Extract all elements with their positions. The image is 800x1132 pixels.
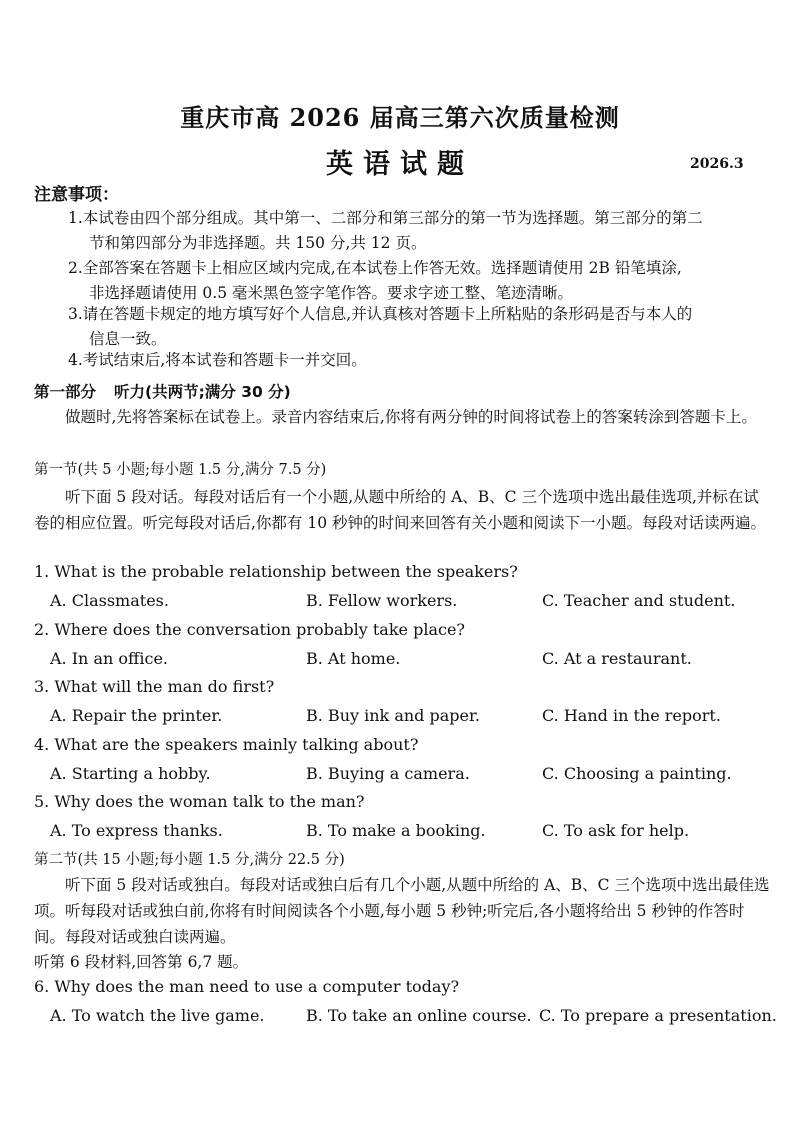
exam-title: 重庆市高 2026 届高三第六次质量检测 bbox=[180, 103, 620, 132]
notice-item-3 bbox=[68, 302, 774, 352]
section2-heading: 第二节(共 15 小题;每小题 1.5 分,满分 22.5 分) bbox=[34, 852, 345, 868]
option-c: C. Choosing a painting. bbox=[542, 764, 732, 783]
exam-date: 2026.3 bbox=[690, 156, 744, 172]
notice-item-2-line1: 2.全部答案在答题卡上相应区域内完成,在本试卷上作答无效。选择题请使用 2B 铅笔填涂, bbox=[68, 259, 682, 277]
question-3: 3. What will the man do first? bbox=[34, 677, 275, 696]
question-4: 4. What are the speakers mainly talking about? bbox=[34, 735, 419, 754]
notice-item-4-line1: 4.考试结束后,将本试卷和答题卡一并交回。 bbox=[68, 351, 367, 369]
option-c: C. To prepare a presentation. bbox=[539, 1006, 777, 1025]
notice-item-2-line2: 非选择题请使用 0.5 毫米黑色签字笔作答。要求字迹工整、笔迹清晰。 bbox=[89, 284, 574, 302]
question-1-options bbox=[50, 591, 780, 613]
part1-title-detail: 听力(共两节;满分 30 分) bbox=[114, 383, 291, 401]
section1-instructions: 听下面 5 段对话。每段对话后有一个小题,从题中所给的 A、B、C 三个选项中选出最佳选项,并标在试卷的相应位置。听完每段对话后,你都有 10 秒钟的时间来回答有关小题和阅读下一小题。每段对话读两遍。 bbox=[34, 488, 767, 532]
question-2: 2. Where does the conversation probably take place? bbox=[34, 620, 465, 639]
notice-item-2 bbox=[68, 256, 774, 306]
notice-item-1-line1: 1.本试卷由四个部分组成。其中第一、二部分和第三部分的第一节为选择题。第三部分的第二 bbox=[68, 209, 703, 227]
option-b: B. At home. bbox=[306, 649, 401, 668]
option-a: A. Starting a hobby. bbox=[50, 764, 211, 783]
option-b: B. Buying a camera. bbox=[306, 764, 470, 783]
option-a: A. To express thanks. bbox=[50, 821, 223, 840]
notice-item-3-line2: 信息一致。 bbox=[89, 330, 167, 348]
option-b: B. Buy ink and paper. bbox=[306, 706, 480, 725]
option-b: B. To take an online course. bbox=[306, 1006, 532, 1025]
option-a: A. Classmates. bbox=[50, 591, 169, 610]
notice-item-3-line1: 3.请在答题卡规定的地方填写好个人信息,并认真核对答题卡上所粘贴的条形码是否与本人的 bbox=[68, 305, 693, 323]
option-b: B. Fellow workers. bbox=[306, 591, 458, 610]
notice-item-1-line2: 节和第四部分为非选择题。共 150 分,共 12 页。 bbox=[89, 234, 427, 252]
option-a: A. In an office. bbox=[50, 649, 168, 668]
part1-title: 第一部分 bbox=[34, 383, 97, 401]
notice-heading: 注意事项： bbox=[34, 185, 119, 205]
option-b: B. To make a booking. bbox=[306, 821, 486, 840]
question-5: 5. Why does the woman talk to the man? bbox=[34, 792, 365, 811]
part1-intro: 做题时,先将答案标在试卷上。录音内容结束后,你将有两分钟的时间将试卷上的答案转涂到答题卡上。 bbox=[65, 408, 757, 426]
option-c: C. Teacher and student. bbox=[542, 591, 736, 610]
section2-lead: 听第 6 段材料,回答第 6,7 题。 bbox=[34, 953, 249, 971]
option-c: C. At a restaurant. bbox=[542, 649, 692, 668]
question-4-options bbox=[50, 764, 780, 786]
question-6-options bbox=[50, 1006, 780, 1028]
option-a: A. Repair the printer. bbox=[50, 706, 223, 725]
part1-heading bbox=[34, 380, 291, 402]
section2-instructions: 听下面 5 段对话或独白。每段对话或独白后有几个小题,从题中所给的 A、B、C 三个选项中选出最佳选项。听每段对话或独白前,你将有时间阅读各个小题,每小题 5 秒钟;听完后,各小题将给出 5 秒钟的作答时间。每段对话或独白读两遍。 bbox=[34, 876, 770, 946]
question-1: 1. What is the probable relationship between the speakers? bbox=[34, 562, 518, 581]
question-5-options bbox=[50, 821, 780, 843]
question-2-options bbox=[50, 649, 780, 671]
option-c: C. Hand in the report. bbox=[542, 706, 721, 725]
question-6: 6. Why does the man need to use a computer today? bbox=[34, 977, 460, 996]
section1-heading: 第一节(共 5 小题;每小题 1.5 分,满分 7.5 分) bbox=[34, 462, 327, 478]
option-a: A. To watch the live game. bbox=[50, 1006, 265, 1025]
notice-item-4 bbox=[68, 348, 774, 373]
notice-item-1 bbox=[68, 206, 774, 256]
question-3-options bbox=[50, 706, 780, 728]
exam-subtitle: 英语试题 bbox=[326, 149, 474, 180]
option-c: C. To ask for help. bbox=[542, 821, 690, 840]
